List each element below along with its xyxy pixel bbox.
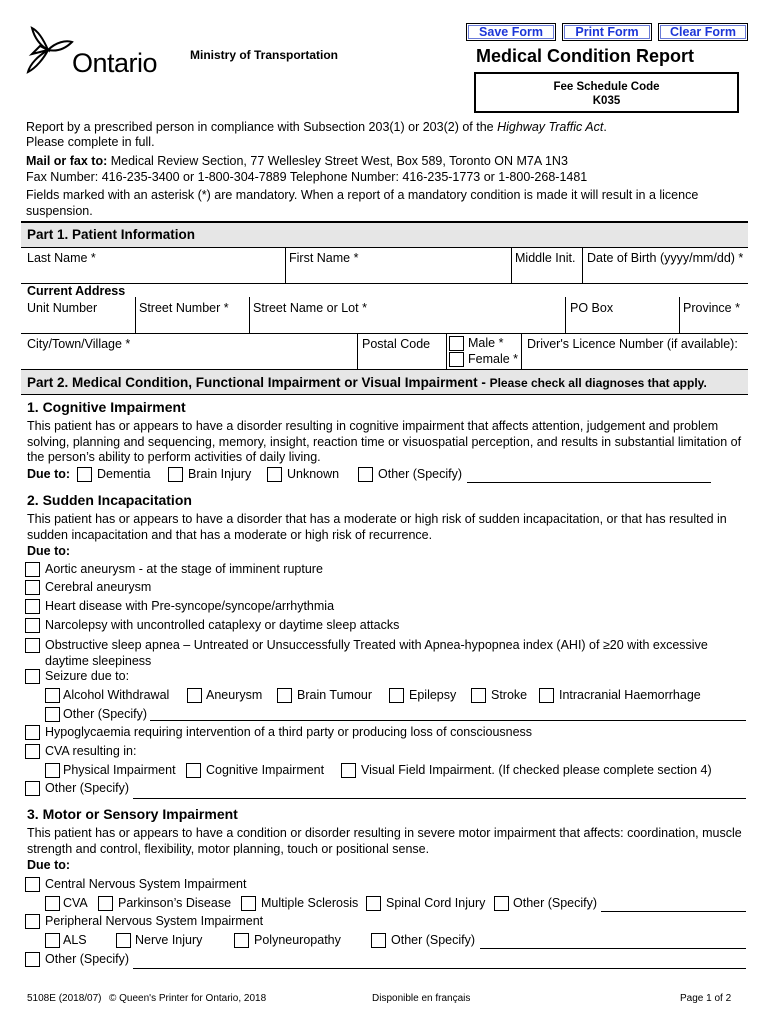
motor-sensory-heading: 3. Motor or Sensory Impairment	[27, 806, 238, 822]
cognitive-impairment-checkbox[interactable]	[186, 763, 201, 778]
sudden-incapacitation-heading: 2. Sudden Incapacitation	[27, 492, 192, 508]
stroke-checkbox[interactable]	[471, 688, 486, 703]
brain-tumour-label: Brain Tumour	[297, 688, 373, 702]
nerve-injury-checkbox[interactable]	[116, 933, 131, 948]
pns-other-checkbox[interactable]	[371, 933, 386, 948]
divider	[249, 297, 250, 333]
sleep-apnea-checkbox[interactable]	[25, 638, 40, 653]
sudden-text-line-1: This patient has or appears to have a disorder that has a moderate or high risk of sudden incapacitation, or that has resulted in	[27, 512, 727, 526]
pns-impairment-label: Peripheral Nervous System Impairment	[45, 914, 264, 928]
province-label: Province *	[683, 301, 740, 315]
cns-other-label: Other (Specify)	[513, 896, 598, 910]
divider	[582, 247, 583, 283]
divider	[21, 247, 748, 248]
street-number-input[interactable]	[138, 316, 246, 331]
pns-other-label: Other (Specify)	[391, 933, 476, 947]
page-title: Medical Condition Report	[476, 46, 694, 66]
last-name-label: Last Name *	[27, 251, 96, 265]
cns-impairment-label: Central Nervous System Impairment	[45, 877, 247, 891]
intro-line-1-pre: Report by a prescribed person in compliance with Subsection 203(1) or 203(2) of the	[26, 120, 498, 134]
seizure-aneurysm-checkbox[interactable]	[187, 688, 202, 703]
motor-other-checkbox[interactable]	[25, 952, 40, 967]
narcolepsy-checkbox[interactable]	[25, 618, 40, 633]
dementia-label: Dementia	[97, 467, 151, 481]
seizure-other-checkbox[interactable]	[45, 707, 60, 722]
divider	[285, 247, 286, 283]
po-box-label: PO Box	[570, 301, 614, 315]
heart-disease-label: Heart disease with Pre-syncope/syncope/arrhythmia	[45, 599, 335, 613]
als-label: ALS	[63, 933, 87, 947]
ministry-name: Ministry of Transportation	[190, 48, 339, 62]
spinal-cord-injury-checkbox[interactable]	[366, 896, 381, 911]
female-label: Female *	[468, 352, 519, 366]
hypoglycaemia-checkbox[interactable]	[25, 725, 40, 740]
male-checkbox[interactable]	[449, 336, 464, 351]
mandatory-note-1: Fields marked with an asterisk (*) are mandatory. When a report of a mandatory condition is made it will result in a licence	[26, 188, 699, 202]
page-number: Page 1 of 2	[680, 993, 732, 1004]
street-name-input[interactable]	[252, 316, 562, 331]
intro-line-1	[26, 120, 607, 135]
french-availability: Disponible en français	[372, 993, 471, 1004]
motor-cva-checkbox[interactable]	[45, 896, 60, 911]
parkinsons-label: Parkinson’s Disease	[118, 896, 232, 910]
divider	[21, 394, 748, 395]
clear-form-label: Clear Form	[660, 25, 746, 39]
sudden-due-to-label: Due to:	[27, 544, 71, 558]
aortic-aneurysm-label: Aortic aneurysm - at the stage of imminent rupture	[45, 562, 323, 576]
cerebral-aneurysm-label: Cerebral aneurysm	[45, 580, 152, 594]
middle-initial-label: Middle Init.	[515, 251, 576, 265]
po-box-input[interactable]	[568, 316, 676, 331]
copyright: © Queen's Printer for Ontario, 2018	[109, 993, 267, 1004]
fee-schedule-code: K035	[592, 95, 621, 107]
brain-injury-label: Brain Injury	[188, 467, 252, 481]
visual-field-impairment-label: Visual Field Impairment. (If checked please complete section 4)	[361, 763, 712, 777]
part2-title-main: Part 2. Medical Condition, Functional Impairment or Visual Impairment -	[27, 375, 490, 390]
motor-due-to-label: Due to:	[27, 858, 71, 872]
sudden-other-label: Other (Specify)	[45, 781, 130, 795]
part2-title	[27, 375, 707, 390]
unit-number-label: Unit Number	[27, 301, 98, 315]
province-input[interactable]	[682, 316, 744, 331]
physical-impairment-label: Physical Impairment	[63, 763, 176, 777]
intracranial-haemorrhage-label: Intracranial Haemorrhage	[559, 688, 701, 702]
save-form-button[interactable]	[466, 23, 556, 41]
cognitive-text-line-3: the person’s ability to perform activities of daily living.	[27, 450, 321, 464]
multiple-sclerosis-checkbox[interactable]	[241, 896, 256, 911]
cva-checkbox[interactable]	[25, 744, 40, 759]
cognitive-other-checkbox[interactable]	[358, 467, 373, 482]
seizure-checkbox[interactable]	[25, 669, 40, 684]
fee-schedule-label: Fee Schedule Code	[553, 81, 660, 93]
last-name-input[interactable]	[24, 266, 282, 282]
nerve-injury-label: Nerve Injury	[135, 933, 203, 947]
pns-other-input[interactable]	[480, 933, 746, 949]
first-name-label: First Name *	[289, 251, 359, 265]
male-label: Male *	[468, 336, 504, 350]
sleep-apnea-label-2: daytime sleepiness	[45, 654, 152, 668]
save-form-label: Save Form	[468, 25, 554, 39]
female-checkbox[interactable]	[449, 352, 464, 367]
narcolepsy-label: Narcolepsy with uncontrolled cataplexy or daytime sleep attacks	[45, 618, 400, 632]
first-name-input[interactable]	[288, 266, 508, 282]
unit-number-input[interactable]	[24, 316, 132, 331]
stroke-label: Stroke	[491, 688, 528, 702]
epilepsy-checkbox[interactable]	[389, 688, 404, 703]
cns-other-input[interactable]	[601, 896, 746, 912]
polyneuropathy-checkbox[interactable]	[234, 933, 249, 948]
parkinsons-checkbox[interactable]	[98, 896, 113, 911]
sudden-other-checkbox[interactable]	[25, 781, 40, 796]
cognitive-impairment-label: Cognitive Impairment	[206, 763, 325, 777]
unknown-label: Unknown	[287, 467, 340, 481]
date-of-birth-label: Date of Birth (yyyy/mm/dd) *	[587, 251, 744, 265]
motor-cva-label: CVA	[63, 896, 88, 910]
motor-other-label: Other (Specify)	[45, 952, 130, 966]
motor-other-input[interactable]	[133, 953, 746, 969]
motor-text-line-2: strength and control, flexibility, motor planning, touch or positional sense.	[27, 841, 430, 856]
divider	[521, 333, 522, 369]
seizure-aneurysm-label: Aneurysm	[206, 688, 263, 702]
part1-title: Part 1. Patient Information	[27, 227, 196, 242]
divider	[357, 333, 358, 369]
cns-impairment-checkbox[interactable]	[25, 877, 40, 892]
current-address-label: Current Address	[27, 284, 126, 298]
date-of-birth-input[interactable]	[586, 266, 744, 282]
divider	[511, 247, 512, 283]
heart-disease-checkbox[interactable]	[25, 599, 40, 614]
divider	[21, 283, 748, 284]
seizure-label: Seizure due to:	[45, 669, 130, 683]
visual-field-impairment-checkbox[interactable]	[341, 763, 356, 778]
fee-schedule-box	[474, 72, 739, 113]
mail-label: Mail or fax to:	[26, 154, 108, 168]
epilepsy-label: Epilepsy	[409, 688, 457, 702]
sudden-incapacitation-text	[27, 512, 747, 543]
cognitive-impairment-heading: 1. Cognitive Impairment	[27, 399, 186, 415]
brain-tumour-checkbox[interactable]	[277, 688, 292, 703]
alcohol-withdrawal-checkbox[interactable]	[45, 688, 60, 703]
street-number-label: Street Number *	[139, 301, 229, 315]
licence-number-label: Driver's Licence Number (if available):	[527, 337, 738, 351]
mail-text: Medical Review Section, 77 Wellesley Street West, Box 589, Toronto ON M7A 1N3	[107, 154, 568, 168]
ontario-trillium-logo-icon	[22, 24, 74, 76]
physical-impairment-checkbox[interactable]	[45, 763, 60, 778]
street-name-label: Street Name or Lot *	[253, 301, 367, 315]
cva-label: CVA resulting in:	[45, 744, 137, 758]
divider	[21, 333, 748, 334]
alcohol-withdrawal-label: Alcohol Withdrawal	[63, 688, 170, 702]
motor-sensory-text	[27, 826, 747, 857]
licence-number-input[interactable]	[526, 352, 744, 367]
seizure-other-label: Other (Specify)	[63, 707, 148, 721]
mandatory-note-2: suspension.	[26, 204, 93, 218]
motor-text-line-1: This patient has or appears to have a condition or disorder resulting in severe motor impairment that affects: coordination, muscle	[27, 826, 742, 840]
print-form-button[interactable]	[562, 23, 652, 41]
postal-code-input[interactable]	[360, 352, 444, 367]
multiple-sclerosis-label: Multiple Sclerosis	[261, 896, 359, 910]
middle-initial-input[interactable]	[514, 266, 580, 282]
divider	[679, 297, 680, 333]
cognitive-due-to-label: Due to:	[27, 467, 71, 481]
pns-impairment-checkbox[interactable]	[25, 914, 40, 929]
sudden-other-input[interactable]	[133, 783, 746, 799]
part2-title-note: Please check all diagnoses that apply.	[489, 376, 707, 390]
unknown-checkbox[interactable]	[267, 467, 282, 482]
dementia-checkbox[interactable]	[77, 467, 92, 482]
cerebral-aneurysm-checkbox[interactable]	[25, 580, 40, 595]
sudden-text-line-2: sudden incapacitation and that has a moderate or high risk of recurrence.	[27, 527, 433, 542]
ontario-wordmark: Ontario	[72, 48, 158, 78]
city-input[interactable]	[24, 352, 354, 367]
brain-injury-checkbox[interactable]	[168, 467, 183, 482]
print-form-label: Print Form	[564, 25, 650, 39]
form-number: 5108E (2018/07)	[27, 993, 102, 1004]
cognitive-text-line-1: This patient has or appears to have a disorder resulting in cognitive impairment that affects attention, judgement and problem	[27, 419, 719, 433]
sleep-apnea-label-1: Obstructive sleep apnea – Untreated or Unsuccessfully Treated with Apnea-hypopnea index (AHI) of ≥20 with excessive	[45, 638, 708, 652]
divider	[565, 297, 566, 333]
aortic-aneurysm-checkbox[interactable]	[25, 562, 40, 577]
divider	[446, 333, 447, 369]
cognitive-impairment-text	[27, 419, 747, 466]
clear-form-button[interactable]	[658, 23, 748, 41]
spinal-cord-injury-label: Spinal Cord Injury	[386, 896, 486, 910]
intracranial-haemorrhage-checkbox[interactable]	[539, 688, 554, 703]
intro-line-2: Please complete in full.	[26, 135, 155, 149]
polyneuropathy-label: Polyneuropathy	[254, 933, 341, 947]
divider	[135, 297, 136, 333]
cognitive-text-line-2: solving, planning and sequencing, memory, insight, reaction time or visuospatial perception, and results in substantial limitation of	[27, 434, 742, 449]
postal-code-label: Postal Code	[362, 337, 431, 351]
cognitive-other-label: Other (Specify)	[378, 467, 463, 481]
cognitive-other-input[interactable]	[467, 467, 711, 483]
cns-other-checkbox[interactable]	[494, 896, 509, 911]
als-checkbox[interactable]	[45, 933, 60, 948]
city-label: City/Town/Village *	[27, 337, 131, 351]
intro-line-1-post: .	[603, 120, 607, 134]
fax-line: Fax Number: 416-235-3400 or 1-800-304-7889 Telephone Number: 416-235-1773 or 1-800-268-1481	[26, 170, 588, 184]
hypoglycaemia-label: Hypoglycaemia requiring intervention of a third party or producing loss of consciousness	[45, 725, 533, 739]
seizure-other-input[interactable]	[150, 705, 746, 721]
intro-act-name: Highway Traffic Act	[497, 120, 604, 134]
mail-address	[26, 154, 568, 169]
